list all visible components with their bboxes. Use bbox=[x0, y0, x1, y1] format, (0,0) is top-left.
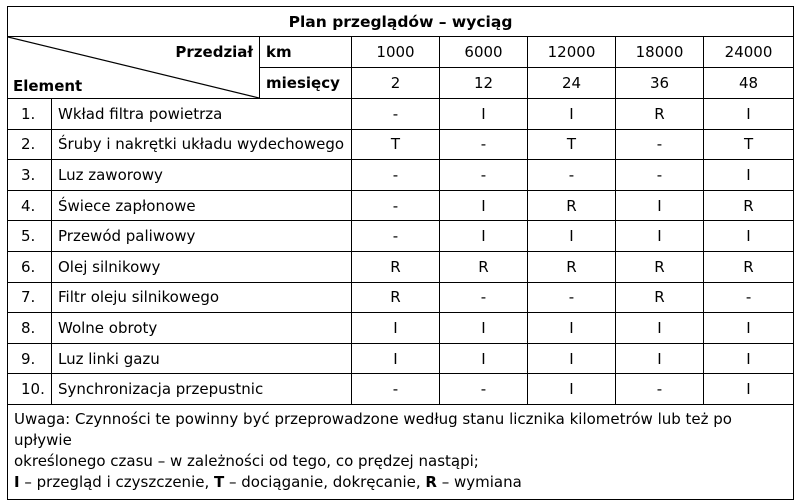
row-index: 5. bbox=[8, 221, 52, 252]
legend-key: T bbox=[214, 472, 225, 491]
note-cell bbox=[8, 404, 794, 499]
row-action-code: I bbox=[704, 374, 794, 405]
km-unit-label: km bbox=[260, 37, 352, 68]
table-row bbox=[8, 221, 794, 252]
row-element-name: Świece zapłonowe bbox=[52, 190, 352, 221]
row-action-code: T bbox=[352, 129, 440, 160]
months-interval: 48 bbox=[704, 68, 794, 99]
row-action-code: - bbox=[616, 374, 704, 405]
interval-label: Przedział bbox=[175, 43, 253, 61]
row-element-name: Luz linki gazu bbox=[52, 343, 352, 374]
row-index: 9. bbox=[8, 343, 52, 374]
row-action-code: I bbox=[528, 221, 616, 252]
row-action-code: I bbox=[440, 313, 528, 344]
row-action-code: I bbox=[528, 374, 616, 405]
row-action-code: R bbox=[352, 251, 440, 282]
row-action-code: - bbox=[352, 160, 440, 191]
km-interval: 1000 bbox=[352, 37, 440, 68]
months-interval: 36 bbox=[616, 68, 704, 99]
row-element-name: Śruby i nakrętki układu wydechowego bbox=[52, 129, 352, 160]
row-action-code: - bbox=[528, 160, 616, 191]
legend-line bbox=[14, 473, 522, 491]
row-element-name: Synchronizacja przepustnic bbox=[52, 374, 352, 405]
row-action-code: - bbox=[352, 374, 440, 405]
note-line-1: Uwaga: Czynności te powinny być przeprowadzone według stanu licznika kilometrów lub też po upływie bbox=[14, 409, 732, 449]
row-action-code: I bbox=[704, 221, 794, 252]
row-index: 10. bbox=[8, 374, 52, 405]
table-row bbox=[8, 99, 794, 130]
legend-text: – dociąganie, dokręcanie, bbox=[224, 472, 426, 491]
row-action-code: I bbox=[616, 343, 704, 374]
row-element-name: Wolne obroty bbox=[52, 313, 352, 344]
table-row bbox=[8, 129, 794, 160]
row-action-code: R bbox=[616, 251, 704, 282]
table-row bbox=[8, 313, 794, 344]
row-action-code: - bbox=[528, 282, 616, 313]
row-index: 8. bbox=[8, 313, 52, 344]
table-row bbox=[8, 190, 794, 221]
row-action-code: I bbox=[440, 221, 528, 252]
row-element-name: Olej silnikowy bbox=[52, 251, 352, 282]
table-row bbox=[8, 160, 794, 191]
km-interval: 18000 bbox=[616, 37, 704, 68]
row-action-code: I bbox=[704, 343, 794, 374]
row-action-code: R bbox=[616, 282, 704, 313]
inspection-schedule-table bbox=[7, 6, 794, 500]
row-action-code: I bbox=[440, 190, 528, 221]
row-action-code: R bbox=[528, 251, 616, 282]
header-corner-cell bbox=[8, 37, 260, 99]
table-row bbox=[8, 251, 794, 282]
row-action-code: - bbox=[440, 160, 528, 191]
row-action-code: I bbox=[616, 190, 704, 221]
note-line-2: określonego czasu – w zależności od tego, co prędzej nastąpi; bbox=[14, 451, 479, 470]
element-label: Element bbox=[13, 77, 83, 95]
row-action-code: I bbox=[352, 343, 440, 374]
row-action-code: I bbox=[440, 343, 528, 374]
months-interval: 12 bbox=[440, 68, 528, 99]
table-title: Plan przeglądów – wyciąg bbox=[8, 7, 794, 37]
row-action-code: R bbox=[440, 251, 528, 282]
row-action-code: - bbox=[440, 282, 528, 313]
row-action-code: I bbox=[704, 99, 794, 130]
row-action-code: - bbox=[616, 160, 704, 191]
row-action-code: - bbox=[352, 221, 440, 252]
row-element-name: Przewód paliwowy bbox=[52, 221, 352, 252]
row-action-code: - bbox=[440, 129, 528, 160]
km-interval: 12000 bbox=[528, 37, 616, 68]
row-action-code: R bbox=[704, 190, 794, 221]
legend-key: R bbox=[425, 472, 437, 491]
months-interval: 2 bbox=[352, 68, 440, 99]
row-action-code: I bbox=[704, 160, 794, 191]
row-action-code: I bbox=[528, 343, 616, 374]
months-unit-label: miesięcy bbox=[260, 68, 352, 99]
row-index: 3. bbox=[8, 160, 52, 191]
km-interval: 6000 bbox=[440, 37, 528, 68]
table-row bbox=[8, 343, 794, 374]
legend-key: I bbox=[14, 472, 20, 491]
row-index: 2. bbox=[8, 129, 52, 160]
row-action-code: I bbox=[616, 313, 704, 344]
row-action-code: R bbox=[616, 99, 704, 130]
row-action-code: I bbox=[440, 99, 528, 130]
row-action-code: I bbox=[528, 313, 616, 344]
row-action-code: - bbox=[352, 99, 440, 130]
row-action-code: R bbox=[528, 190, 616, 221]
row-action-code: - bbox=[616, 129, 704, 160]
months-interval: 24 bbox=[528, 68, 616, 99]
row-index: 4. bbox=[8, 190, 52, 221]
row-action-code: - bbox=[352, 190, 440, 221]
row-action-code: I bbox=[352, 313, 440, 344]
table-row bbox=[8, 282, 794, 313]
row-action-code: I bbox=[528, 99, 616, 130]
row-action-code: I bbox=[704, 313, 794, 344]
row-element-name: Wkład filtra powietrza bbox=[52, 99, 352, 130]
row-action-code: T bbox=[528, 129, 616, 160]
row-action-code: - bbox=[440, 374, 528, 405]
km-interval: 24000 bbox=[704, 37, 794, 68]
row-index: 7. bbox=[8, 282, 52, 313]
row-index: 6. bbox=[8, 251, 52, 282]
table-row bbox=[8, 374, 794, 405]
row-action-code: R bbox=[704, 251, 794, 282]
row-element-name: Filtr oleju silnikowego bbox=[52, 282, 352, 313]
row-action-code: T bbox=[704, 129, 794, 160]
row-action-code: I bbox=[616, 221, 704, 252]
legend-text: – przegląd i czyszczenie, bbox=[19, 472, 215, 491]
row-index: 1. bbox=[8, 99, 52, 130]
row-action-code: - bbox=[704, 282, 794, 313]
row-action-code: R bbox=[352, 282, 440, 313]
row-element-name: Luz zaworowy bbox=[52, 160, 352, 191]
legend-text: – wymiana bbox=[436, 472, 522, 491]
